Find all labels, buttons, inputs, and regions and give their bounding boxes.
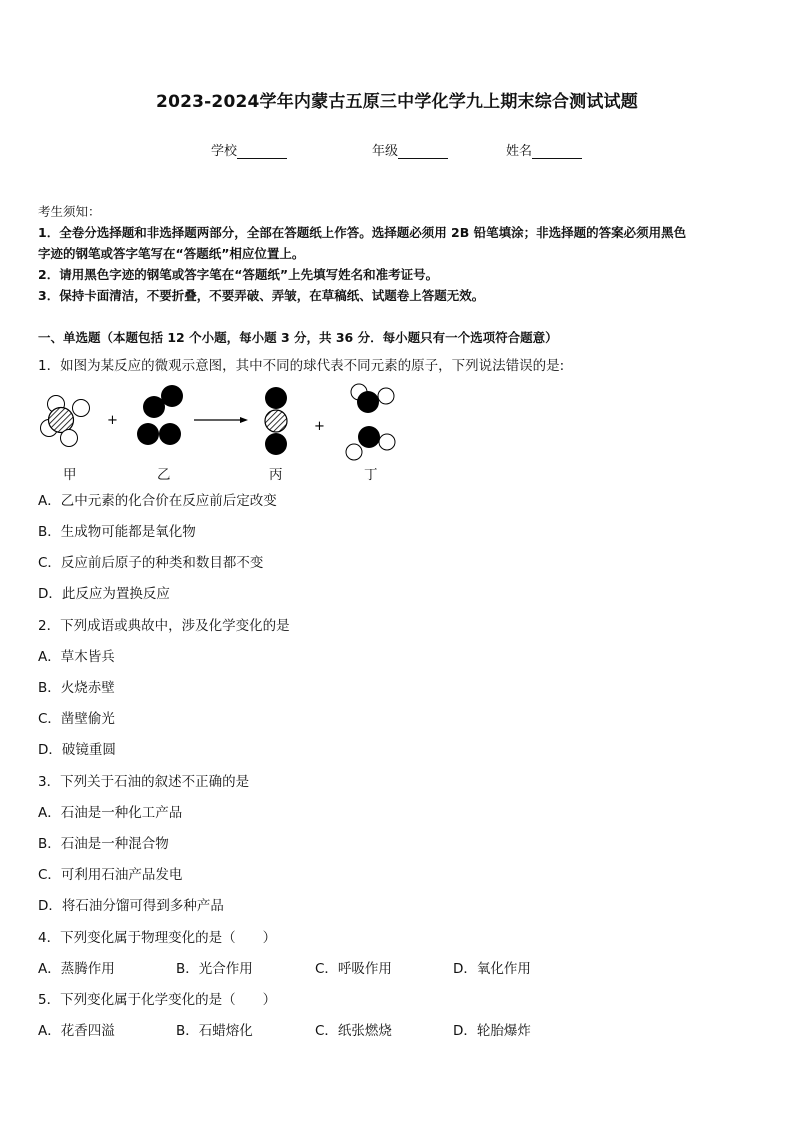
notice-item-3: 3．保持卡面清洁，不要折叠，不要弄破、弄皱，在草稿纸、试题卷上答题无效。	[38, 288, 485, 303]
q2-option-a[interactable]: A．草木皆兵	[38, 649, 115, 665]
q3-option-c[interactable]: C．可利用石油产品发电	[38, 867, 183, 883]
q4-option-c[interactable]: C．呼吸作用	[315, 961, 392, 977]
q5-option-d[interactable]: D．轮胎爆炸	[453, 1023, 531, 1039]
notice-item-1-line-1: 1．全卷分选择题和非选择题两部分，全部在答题纸上作答。选择题必须用 2B 铅笔填涂；非选择题的答案必须用黑色	[38, 225, 687, 240]
question-3-stem: 3．下列关于石油的叙述不正确的是	[38, 774, 250, 790]
molecule-ding	[346, 384, 395, 460]
reaction-arrow	[194, 417, 248, 423]
notice-item-2: 2．请用黑色字迹的钢笔或答字笔在“答题纸”上先填写姓名和准考证号。	[38, 267, 439, 282]
school-label: 学校	[211, 144, 238, 159]
q5-option-c[interactable]: C．纸张燃烧	[315, 1023, 392, 1039]
question-1-stem: 1．如图为某反应的微观示意图，其中不同的球代表不同元素的原子，下列说法错误的是:	[38, 358, 565, 374]
q3-option-d[interactable]: D．将石油分馏可得到多种产品	[38, 898, 224, 914]
q5-option-b[interactable]: B．石蜡熔化	[176, 1023, 253, 1039]
question-4-stem: 4．下列变化属于物理变化的是（ ）	[38, 930, 277, 946]
notice-heading: 考生须知：	[38, 204, 101, 219]
label-bing: 丙	[269, 467, 283, 483]
question-2-stem: 2．下列成语或典故中，涉及化学变化的是	[38, 618, 290, 634]
q5-option-a[interactable]: A．花香四溢	[38, 1023, 115, 1039]
q3-option-a[interactable]: A．石油是一种化工产品	[38, 805, 183, 821]
q4-option-b[interactable]: B．光合作用	[176, 961, 253, 977]
notice-item-1-line-2: 字迹的钢笔或答字笔写在“答题纸”相应位置上。	[38, 246, 305, 261]
molecule-jia	[41, 396, 90, 447]
label-yi: 乙	[157, 467, 171, 483]
school-field[interactable]	[211, 140, 287, 159]
reaction-diagram	[36, 380, 416, 462]
q4-option-d[interactable]: D．氧化作用	[453, 961, 531, 977]
grade-label: 年级	[372, 144, 399, 159]
label-ding: 丁	[364, 467, 378, 483]
molecule-yi	[137, 385, 183, 445]
question-5-stem: 5．下列变化属于化学变化的是（ ）	[38, 992, 277, 1008]
grade-blank[interactable]	[398, 145, 448, 159]
q4-option-a[interactable]: A．蒸腾作用	[38, 961, 115, 977]
q1-option-d[interactable]: D．此反应为置换反应	[38, 586, 170, 602]
q1-option-b[interactable]: B．生成物可能都是氧化物	[38, 524, 196, 540]
name-label: 姓名	[506, 144, 533, 159]
plus-sign-1: +	[107, 413, 118, 428]
name-field[interactable]	[506, 140, 582, 159]
q2-option-b[interactable]: B．火烧赤壁	[38, 680, 115, 696]
section-heading: 一、单选题（本题包括 12 个小题，每小题 3 分，共 36 分．每小题只有一个选项符合题意）	[38, 330, 558, 345]
q2-option-d[interactable]: D．破镜重圆	[38, 742, 116, 758]
grade-field[interactable]	[372, 140, 448, 159]
label-jia: 甲	[63, 467, 77, 483]
page-title: 2023-2024学年内蒙古五原三中学化学九上期末综合测试试题	[156, 92, 638, 112]
q1-option-c[interactable]: C．反应前后原子的种类和数目都不变	[38, 555, 264, 571]
q3-option-b[interactable]: B．石油是一种混合物	[38, 836, 169, 852]
q2-option-c[interactable]: C．凿壁偷光	[38, 711, 115, 727]
name-blank[interactable]	[532, 145, 582, 159]
plus-sign-2: +	[314, 419, 325, 434]
school-blank[interactable]	[237, 145, 287, 159]
molecule-bing	[265, 387, 287, 455]
q1-option-a[interactable]: A．乙中元素的化合价在反应前后定改变	[38, 493, 277, 509]
